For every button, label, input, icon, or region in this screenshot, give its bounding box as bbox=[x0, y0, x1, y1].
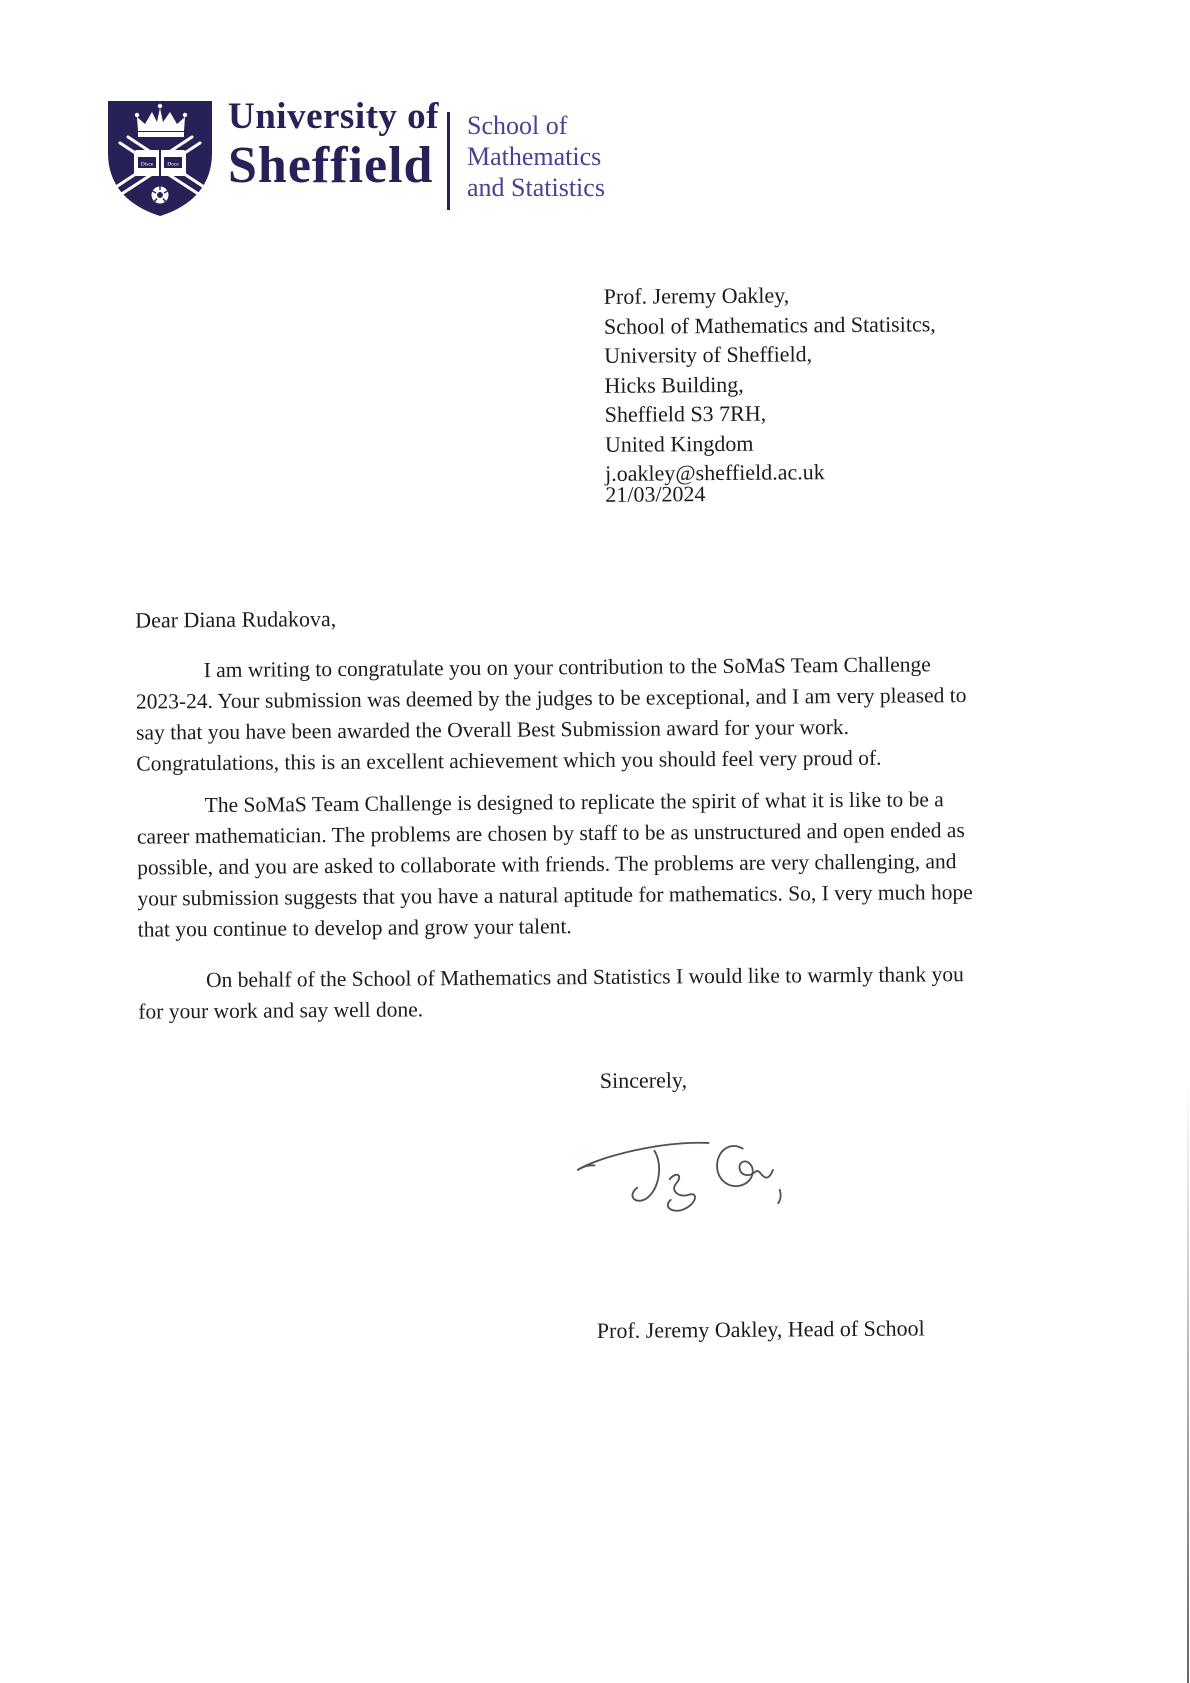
sender-building: Hicks Building, bbox=[604, 371, 744, 398]
letter-date: 21/03/2024 bbox=[605, 481, 706, 507]
school-name-line1: School of bbox=[467, 111, 568, 140]
signature-printed-name: Prof. Jeremy Oakley, Head of School bbox=[596, 1315, 925, 1344]
sender-school: School of Mathematics and Statisitcs, bbox=[603, 310, 936, 339]
school-name-line2: Mathematics bbox=[467, 142, 602, 171]
salutation: Dear Diana Rudakova, bbox=[135, 606, 337, 633]
sender-email: j.oakley@sheffield.ac.uk bbox=[605, 459, 825, 486]
sender-name: Prof. Jeremy Oakley, bbox=[603, 282, 790, 309]
scan-edge-artifact bbox=[1187, 1080, 1189, 1683]
school-name-line3: and Statistics bbox=[467, 173, 605, 202]
university-wordmark-line1: University of bbox=[228, 96, 439, 137]
paragraph-1: I am writing to congratulate you on your contribution to the SoMaS Team Challenge 2023-24. Your submission was deemed by the judges to be exceptional, and I am very pleased to say that you have been awarded the Overall Best Submission award for your work. Congratulations, this is an excellent achievement which you should feel very proud of. bbox=[135, 652, 967, 776]
paragraph-3-container bbox=[138, 959, 978, 1028]
paragraph-2: The SoMaS Team Challenge is designed to replicate the spirit of what it is like to be a career mathematician. The problems are chosen by staff to be as unstructured and open ended as possible, and you are asked to collaborate with friends. The problems are very challenging, and your submission suggests that you have a natural aptitude for mathematics. So, I very much hope that you continue to develop and grow your talent. bbox=[136, 787, 973, 942]
sender-university: University of Sheffield, bbox=[604, 341, 813, 368]
university-wordmark-line2: Sheffield bbox=[228, 137, 434, 194]
paragraph-3: On behalf of the School of Mathematics and Statistics I would like to warmly thank you for your work and say well done. bbox=[138, 962, 964, 1024]
sender-postcode: Sheffield S3 7RH, bbox=[604, 400, 767, 427]
paragraph-1-container bbox=[136, 649, 977, 780]
crest-motto-right: Doce bbox=[167, 161, 179, 168]
sender-country: United Kingdom bbox=[604, 430, 754, 457]
paragraph-2-container bbox=[137, 784, 978, 946]
handwritten-signature bbox=[554, 1116, 805, 1218]
closing-sincerely: Sincerely, bbox=[599, 1067, 688, 1093]
crest-motto-left: Disce bbox=[140, 161, 154, 168]
sender-address-block bbox=[604, 279, 937, 488]
